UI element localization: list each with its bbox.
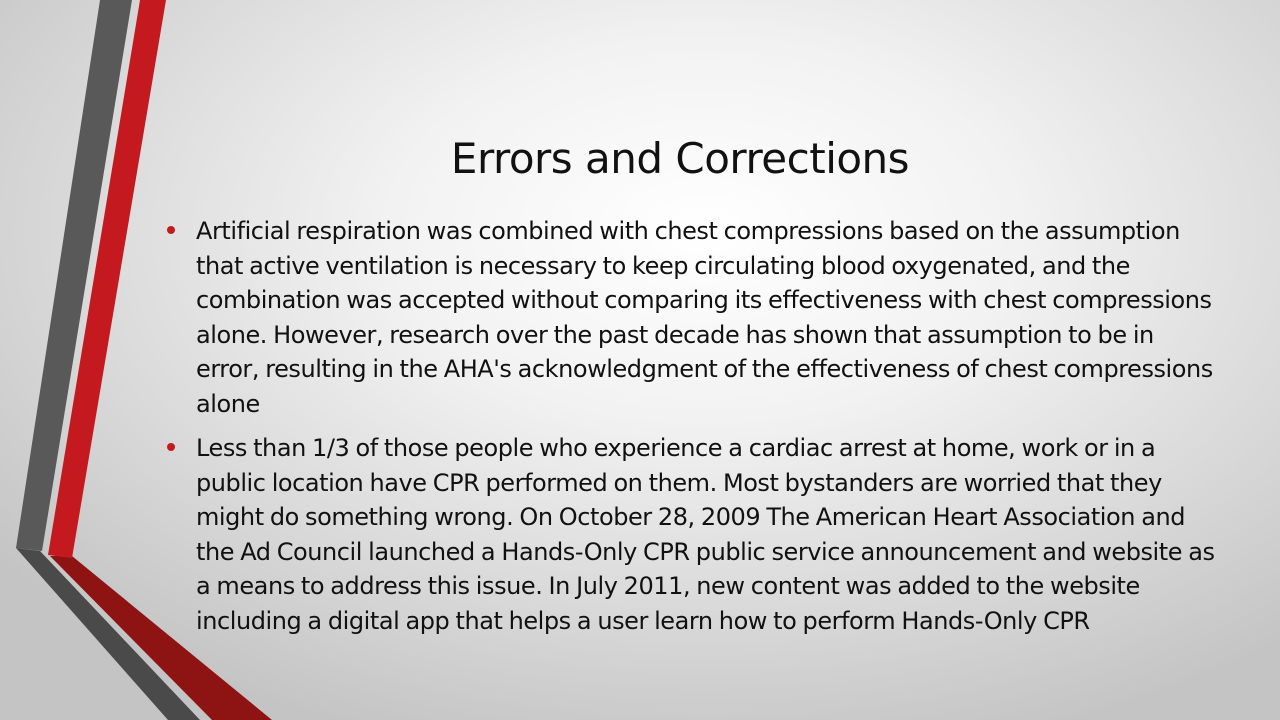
bullet-item bbox=[162, 214, 1217, 421]
bullet-item bbox=[162, 431, 1217, 638]
bullet-text: Artificial respiration was combined with chest compressions based on the assumption that active ventilation is necessary to keep circulating blood oxygenated, and the combination was accepted without comparing its effectiveness with chest compressions alone. However, research over the past decade has shown that assumption to be in error, resulting in the AHA's acknowledgment of the effectiveness of chest compressions alone bbox=[196, 217, 1213, 418]
bullet-text: Less than 1/3 of those people who experience a cardiac arrest at home, work or in a public location have CPR performed on them. Most bystanders are worried that they might do something wrong. On October 28, 2009 The American Heart Association and the Ad Council launched a Hands-Only CPR public service announcement and website as a means to address this issue. In July 2011, new content was added to the website including a digital app that helps a user learn how to perform Hands-Only CPR bbox=[196, 434, 1215, 635]
bullet-dot-icon bbox=[167, 226, 175, 234]
bullet-list bbox=[162, 214, 1217, 648]
slide-title: Errors and Corrections bbox=[450, 134, 910, 183]
bullet-dot-icon bbox=[167, 443, 175, 451]
